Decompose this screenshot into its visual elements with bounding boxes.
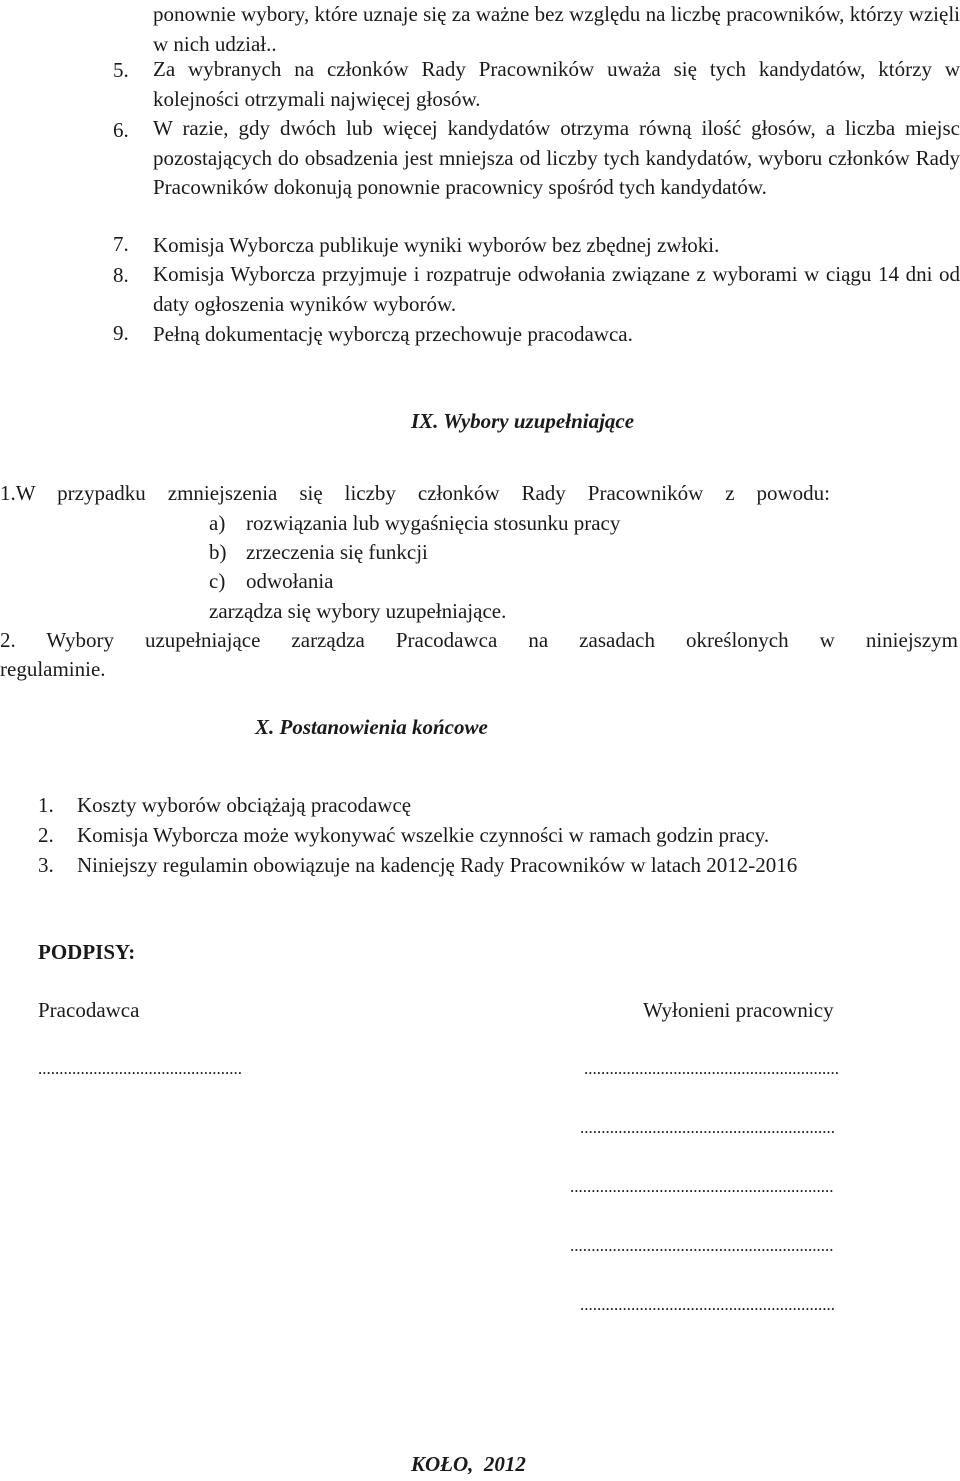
list-item-text: Niniejszy regulamin obowiązuje na kadencję Rady Pracowników w latach 2012-2016 xyxy=(77,853,798,877)
list-item-number: 3. xyxy=(38,853,54,877)
list-item-text: Koszty wyborów obciążają pracodawcę xyxy=(77,793,412,817)
employee-signature-line: ............................................................ xyxy=(580,1295,835,1314)
employer-signature-line: ................................................ xyxy=(38,1059,242,1078)
list-item-number: 1. xyxy=(38,793,54,817)
list-item-text: Pełną dokumentację wyborczą przechowuje pracodawca. xyxy=(153,322,633,346)
list-item-number: 7. xyxy=(113,232,129,256)
list-item-number: 8. xyxy=(113,263,129,287)
list-item-text: Komisja Wyborcza może wykonywać wszelkie czynności w ramach godzin pracy. xyxy=(77,823,770,847)
paragraph-continuation: ponownie wybory, które uznaje się za ważne bez względu na liczbę pracowników, którzy wzięli w nich udział.. xyxy=(153,2,960,56)
employee-signature-line: .............................................................. xyxy=(570,1177,834,1196)
list-item-text: Komisja Wyborcza przyjmuje i rozpatruje odwołania związane z wyborami w ciągu 14 dni od daty ogłoszenia wyników wyborów. xyxy=(153,262,960,316)
list-item-text: Komisja Wyborcza publikuje wyniki wyborów bez zbędnej zwłoki. xyxy=(153,233,720,257)
employee-signature-line: .............................................................. xyxy=(570,1236,834,1255)
place-date: KOŁO, 2012 xyxy=(411,1452,526,1476)
sub-item-text: rozwiązania lub wygaśnięcia stosunku pracy xyxy=(246,511,621,535)
sub-item-text: zrzeczenia się funkcji xyxy=(246,540,428,564)
sub-item-label: b) xyxy=(209,540,227,564)
employee-signature-line: ............................................................ xyxy=(584,1059,839,1078)
employee-signature-line: ............................................................ xyxy=(580,1118,835,1137)
list-item-number: 5. xyxy=(113,58,129,82)
signatures-heading: PODPISY: xyxy=(38,940,136,964)
employer-label: Pracodawca xyxy=(38,998,140,1022)
list-item-number: 2. xyxy=(38,823,54,847)
section-heading-ix: IX. Wybory uzupełniające xyxy=(411,409,635,433)
list-item-number: 6. xyxy=(113,118,129,142)
list-item-number: 9. xyxy=(113,321,129,345)
section-heading-x: X. Postanowienia końcowe xyxy=(255,715,488,739)
list-item-text: Za wybranych na członków Rady Pracowników uważa się tych kandydatów, którzy w kolejności otrzymali najwięcej głosów. xyxy=(153,57,960,111)
sub-item-text: odwołania xyxy=(246,569,334,593)
paragraph-1-outro: zarządza się wybory uzupełniające. xyxy=(209,599,507,623)
paragraph-2-line-1: 2. Wybory uzupełniające zarządza Pracodawca na zasadach określonych w niniejszym xyxy=(0,628,958,652)
sub-item-label: c) xyxy=(209,569,226,593)
paragraph-1-intro: 1.W przypadku zmniejszenia się liczby członków Rady Pracowników z powodu: xyxy=(0,481,830,505)
sub-item-label: a) xyxy=(209,511,226,535)
list-item-text: W razie, gdy dwóch lub więcej kandydatów otrzyma równą ilość głosów, a liczba miejsc pozostających do obsadzenia jest mniejsza od liczby tych kandydatów, wyboru członków Rady Pracowników dokonują ponownie pracownicy spośród tych kandydatów. xyxy=(153,116,960,199)
employees-label: Wyłonieni pracownicy xyxy=(643,998,834,1022)
paragraph-2-line-2: regulaminie. xyxy=(0,657,106,681)
